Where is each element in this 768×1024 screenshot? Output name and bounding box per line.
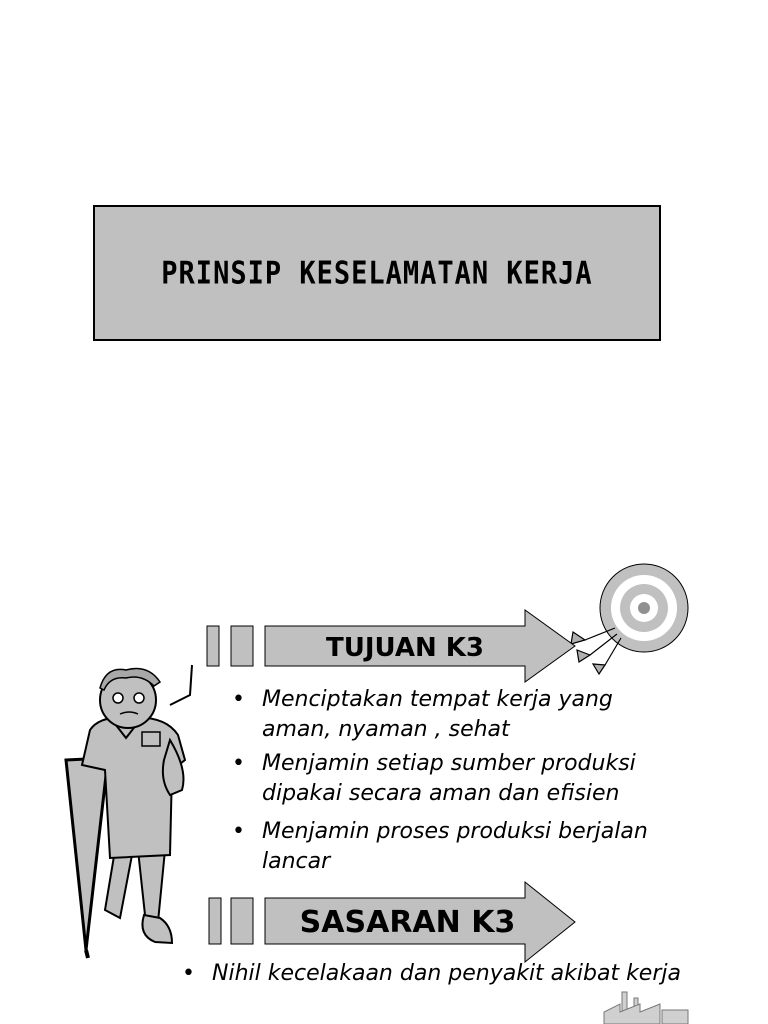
worker-with-crutch-icon bbox=[60, 660, 205, 960]
page-title: PRINSIP KESELAMATAN KERJA bbox=[161, 255, 593, 291]
tujuan-heading: TUJUAN K3 bbox=[325, 633, 484, 663]
list-item: • Menjamin proses produksi berjalan lancar bbox=[228, 817, 668, 877]
title-box bbox=[93, 205, 661, 341]
sasaran-list bbox=[178, 959, 738, 989]
sasaran-heading: SASARAN K3 bbox=[299, 905, 516, 940]
list-item: • Nihil kecelakaan dan penyakit akibat kerja bbox=[178, 959, 738, 989]
factory-icon bbox=[600, 990, 692, 1024]
list-item: • Menciptakan tempat kerja yang aman, nyaman , sehat bbox=[228, 685, 668, 745]
dartboard-target-icon bbox=[565, 562, 695, 677]
tujuan-list bbox=[228, 685, 668, 877]
list-item: • Menjamin setiap sumber produksi dipakai secara aman dan efisien bbox=[228, 749, 668, 809]
